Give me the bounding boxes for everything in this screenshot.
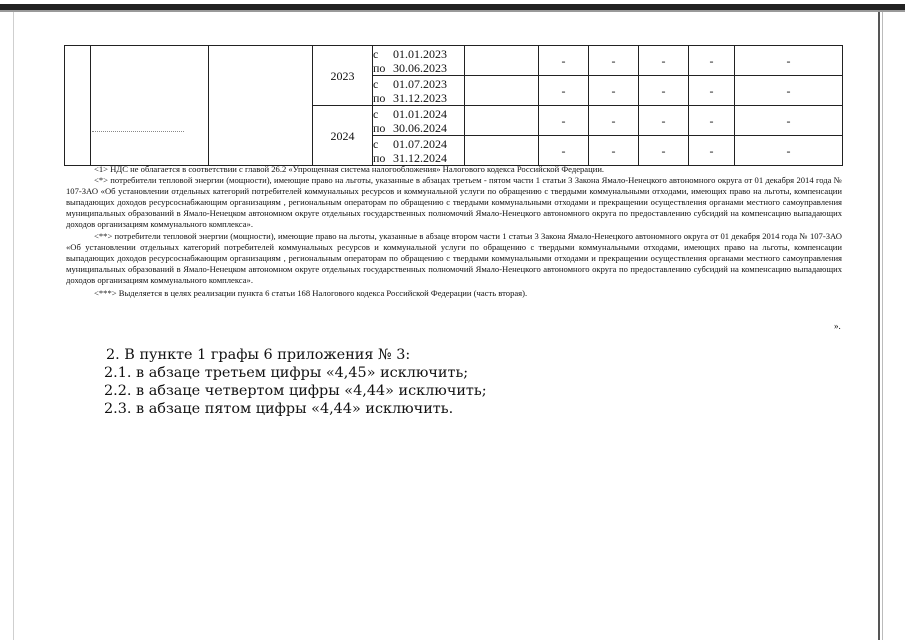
table-cell-empty [91, 46, 209, 166]
amendments-list [104, 346, 487, 418]
amendment-item-2: 2. В пункте 1 графы 6 приложения № 3: [106, 347, 411, 363]
value-cell: - [735, 46, 843, 76]
period-cell: с 01.07.2023 по 31.12.2023 [373, 76, 465, 106]
value-cell: - [589, 106, 639, 136]
table-cell-empty [465, 106, 539, 136]
faint-divider [92, 131, 184, 132]
table-cell-empty [465, 46, 539, 76]
tariff-table [64, 45, 843, 166]
value-cell: - [639, 136, 689, 166]
year-cell: 2023 [313, 46, 373, 106]
amendment-item-2-1: 2.1. в абзаце третьем цифры «4,45» исключить; [104, 365, 469, 381]
value-cell: - [539, 76, 589, 106]
footnote-1: <1> НДС не облагается в соответствии с главой 26.2 «Упрощенная система налогообложения» Налогового кодекса Российской Федерации. [94, 164, 605, 174]
table-cell-empty [465, 76, 539, 106]
value-cell: - [539, 136, 589, 166]
scan-left-edge [13, 12, 14, 640]
value-cell: - [689, 76, 735, 106]
value-cell: - [589, 136, 639, 166]
value-cell: - [539, 46, 589, 76]
value-cell: - [735, 76, 843, 106]
value-cell: - [539, 106, 589, 136]
period-cell: с 01.07.2024 по 31.12.2024 [373, 136, 465, 166]
value-cell: - [735, 106, 843, 136]
period-cell: с 01.01.2024 по 30.06.2024 [373, 106, 465, 136]
value-cell: - [689, 46, 735, 76]
value-cell: - [689, 106, 735, 136]
value-cell: - [589, 46, 639, 76]
value-cell: - [589, 76, 639, 106]
footnote-4: <***> Выделяется в целях реализации пункта 6 статьи 168 Налогового кодекса Российской Федерации (часть вторая). [94, 288, 528, 298]
table-row [65, 46, 843, 76]
footnote-2: <*> потребители тепловой энергии (мощности), имеющие право на льготы, указанные в абзацах третьем - пятом части 1 статьи 3 Закона Ямало-Ненецкого автономного округа от 01 декабря 2014 года № 107-ЗАО «Об установлении отдельных категорий потребителей коммунальных ресурсов и коммунальной услуги по обращению с твердыми коммунальными отходами, имеющих право на льготы, компенсации выпадающих доходов ресурсоснабжающим организациям , региональным операторам по обращению с твердыми коммунальными отходами и прекращении осуществления органами местного самоуправления муниципальных образований в Ямало-Ненецком автономном округе отдельных государственных полномочий Ямало-Ненецкого автономного округа по предоставлению субсидий на компенсацию выпадающих доходов организациям коммунального комплекса». [66, 175, 842, 229]
value-cell: - [639, 106, 689, 136]
value-cell: - [689, 136, 735, 166]
table-cell-empty [209, 46, 313, 166]
scan-right-shadow [882, 12, 883, 640]
table-cell-empty [65, 46, 91, 166]
footnote-3: <**> потребители тепловой энергии (мощности), имеющие право на льготы, указанные в абзаце втором части 1 статьи 3 Закона Ямало-Ненецкого автономного округа от 01 декабря 2014 года № 107-ЗАО «Об установлении отдельных категорий потребителей коммунальных ресурсов и коммунальной услуги по обращению с твердыми коммунальными отходами, имеющих право на льготы, компенсации выпадающих доходов ресурсоснабжающим организациям , региональным операторам по обращению с твердыми коммунальными отходами и прекращении осуществления органами местного самоуправления муниципальных образований в Ямало-Ненецком автономном округе отдельных государственных полномочий Ямало-Ненецкого автономного округа по предоставлению субсидий на компенсацию выпадающих доходов организациям коммунального комплекса». [66, 231, 842, 285]
year-cell: 2024 [313, 106, 373, 166]
value-cell: - [639, 76, 689, 106]
scan-right-edge [878, 12, 880, 640]
table-cell-empty [465, 136, 539, 166]
footnotes [66, 164, 842, 299]
closing-quote: ». [834, 321, 841, 331]
value-cell: - [639, 46, 689, 76]
value-cell: - [735, 136, 843, 166]
period-cell: с 01.01.2023 по 30.06.2023 [373, 46, 465, 76]
amendment-item-2-2: 2.2. в абзаце четвертом цифры «4,44» исключить; [104, 383, 487, 399]
amendment-item-2-3: 2.3. в абзаце пятом цифры «4,44» исключить. [104, 401, 454, 417]
scan-top-shadow [0, 10, 905, 12]
